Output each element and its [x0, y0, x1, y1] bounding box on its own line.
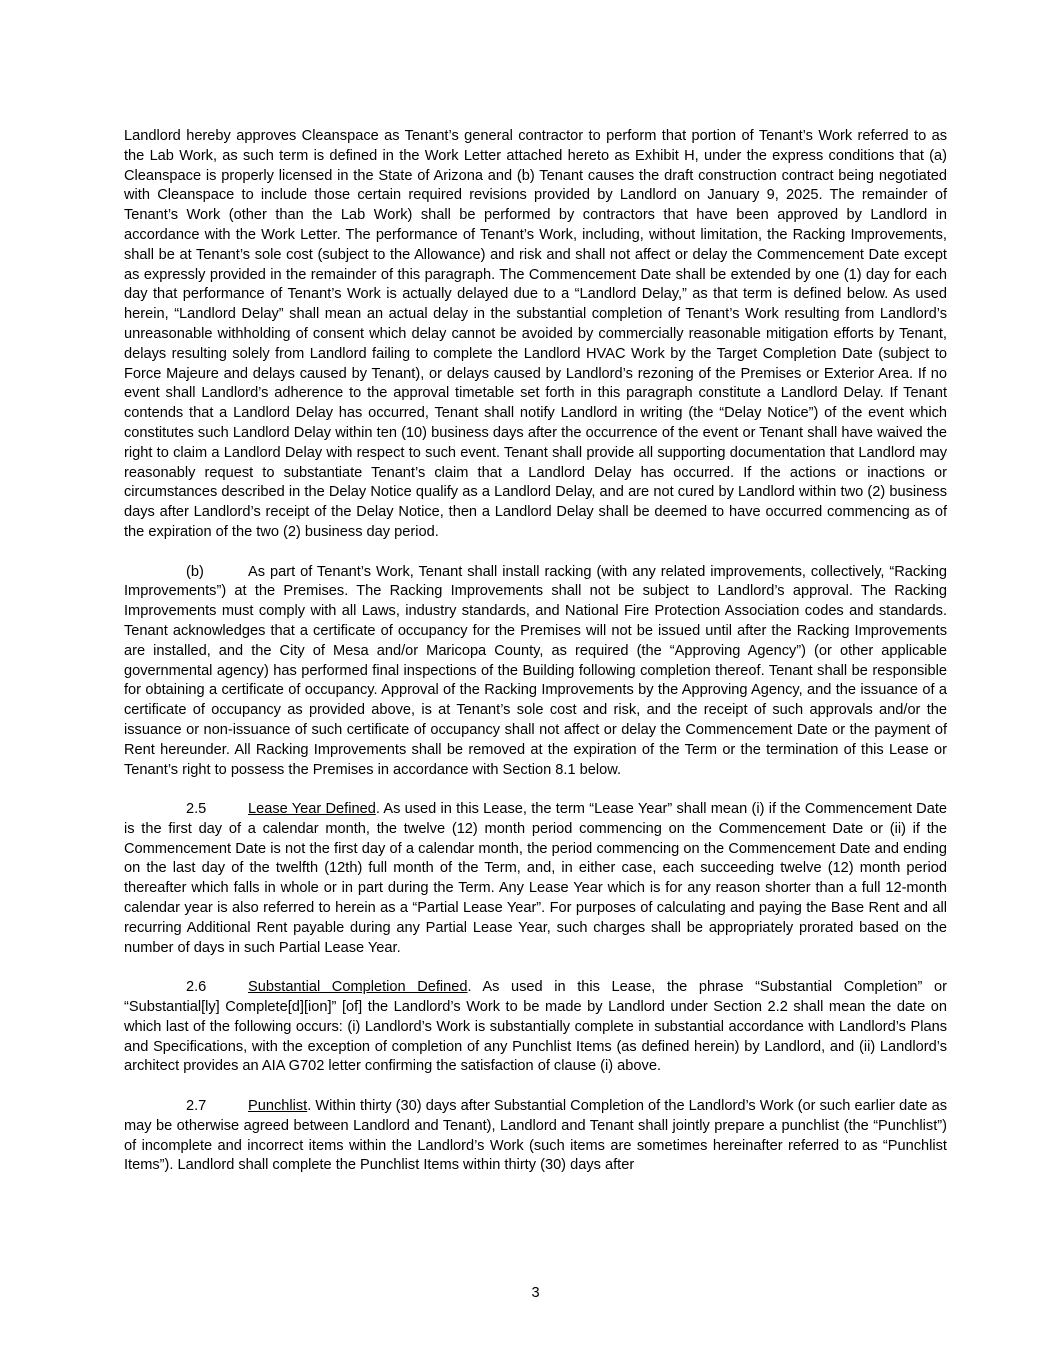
paragraph-intro: Landlord hereby approves Cleanspace as Tenant’s general contractor to perform that portion of Tenant’s Work referred to as the Lab Work, as such term is defined in the Work Letter attached hereto as Exhibit H, under the express conditions that (a) Cleanspace is properly licensed in the State of Arizona and (b) Tenant causes the draft construction contract being negotiated with Cleanspace to include those certain required revisions provided by Landlord on January 9, 2025. The remainder of Tenant’s Work (other than the Lab Work) shall be performed by contractors that have been approved by Landlord in accordance with the Work Letter. The performance of Tenant’s Work, including, without limitation, the Racking Improvements, shall be at Tenant’s sole cost (subject to the Allowance) and risk and shall not affect or delay the Commencement Date except as expressly provided in the remainder of this paragraph. The Commencement Date shall be extended by one (1) day for each day that performance of Tenant’s Work is actually delayed due to a “Landlord Delay,” as that term is defined below. As used herein, “Landlord Delay” shall mean an actual delay in the substantial completion of Tenant’s Work resulting from Landlord’s unreasonable withholding of consent which delay cannot be avoided by commercially reasonable mitigation efforts by Tenant, delays resulting solely from Landlord failing to complete the Landlord HVAC Work by the Target Completion Date (subject to Force Majeure and delays caused by Tenant), or delays caused by Landlord’s rezoning of the Premises or Exterior Area. If no event shall Landlord’s adherence to the approval timetable set forth in this paragraph constitute a Landlord Delay. If Tenant contends that a Landlord Delay has occurred, Tenant shall notify Landlord in writing (the “Delay Notice”) of the event which constitutes such Landlord Delay within ten (10) business days after the occurrence of the event or Tenant shall have waived the right to claim a Landlord Delay with respect to such event. Tenant shall provide all supporting documentation that Landlord may reasonably request to substantiate Tenant’s claim that a Landlord Delay has occurred. If the actions or inactions or circumstances described in the Delay Notice qualify as a Landlord Delay, and are not cured by Landlord within two (2) business days after Landlord’s receipt of the Delay Notice, then a Landlord Delay shall be deemed to have occurred commencing as of the expiration of the two (2) business day period.	[124, 128, 947, 540]
section-2-5	[124, 800, 947, 958]
paragraph-b-label: (b)	[186, 563, 204, 580]
section-text: . As used in this Lease, the phrase “Substantial Completion” or “Substantial[ly] Complete[d][ion]” [of] the Landlord’s Work to be made by Landlord under Section 2.2 shall mean the date on which last of the following occurs: (i) Landlord’s Work is substantially complete in substantial accordance with Landlord’s Plans and Specifications, with the exception of completion of any Punchlist Items (as defined herein) by Landlord, and (ii) Landlord’s architect provides an AIA G702 letter confirming the satisfaction of clause (i) above.	[124, 979, 947, 1075]
section-number: 2.7	[186, 1098, 207, 1115]
paragraph-b	[124, 563, 947, 781]
section-heading: Substantial Completion Defined	[248, 979, 468, 996]
section-text: . Within thirty (30) days after Substantial Completion of the Landlord’s Work (or such earlier date as may be otherwise agreed between Landlord and Tenant), Landlord and Tenant shall jointly prepare a punchlist (the “Punchlist”) of incomplete and incorrect items within the Landlord’s Work (such items are sometimes hereinafter referred to as “Punchlist Items”). Landlord shall complete the Punchlist Items within thirty (30) days after	[124, 1098, 947, 1174]
section-number: 2.6	[186, 979, 207, 996]
section-heading: Punchlist	[248, 1098, 308, 1115]
document-page	[124, 127, 947, 1176]
page-number: 3	[531, 1285, 540, 1301]
section-text: . As used in this Lease, the term “Lease Year” shall mean (i) if the Commencement Date is the first day of a calendar month, the twelve (12) month period commencing on the Commencement Date or (ii) if the Commencement Date is not the first day of a calendar month, the period commencing on the Commencement Date and ending on the last day of the twelfth (12th) full month of the Term, and, in either case, each succeeding twelve (12) month period thereafter which falls in whole or in part during the Term. Any Lease Year which is for any reason shorter than a full 12-month calendar year is also referred to herein as a “Partial Lease Year”. For purposes of calculating and paying the Base Rent and all recurring Additional Rent payable during any Partial Lease Year, such charges shall be appropriately prorated based on the number of days in such Partial Lease Year.	[124, 801, 947, 956]
section-2-6	[124, 978, 947, 1077]
paragraph-b-text: As part of Tenant’s Work, Tenant shall install racking (with any related improvements, collectively, “Racking Improvements”) at the Premises. The Racking Improvements shall not be subject to Landlord’s approval. The Racking Improvements must comply with all Laws, industry standards, and National Fire Protection Association codes and standards. Tenant acknowledges that a certificate of occupancy for the Premises will not be issued until after the Racking Improvements are installed, and the City of Mesa and/or Maricopa County, as required (the “Approving Agency”) (or other applicable governmental agency) has performed final inspections of the Building following completion thereof. Tenant shall be responsible for obtaining a certificate of occupancy. Approval of the Racking Improvements by the Approving Agency, and the issuance of a certificate of occupancy as provided above, is at Tenant’s sole cost and risk, and the receipt of such approvals and/or the issuance or non-issuance of such certificate of occupancy shall not affect or delay the Commencement Date or the payment of Rent hereunder. All Racking Improvements shall be removed at the expiration of the Term or the termination of this Lease or Tenant’s right to possess the Premises in accordance with Section 8.1 below.	[124, 563, 947, 778]
section-number: 2.5	[186, 801, 207, 818]
section-2-7	[124, 1097, 947, 1176]
section-heading: Lease Year Defined	[248, 801, 376, 818]
